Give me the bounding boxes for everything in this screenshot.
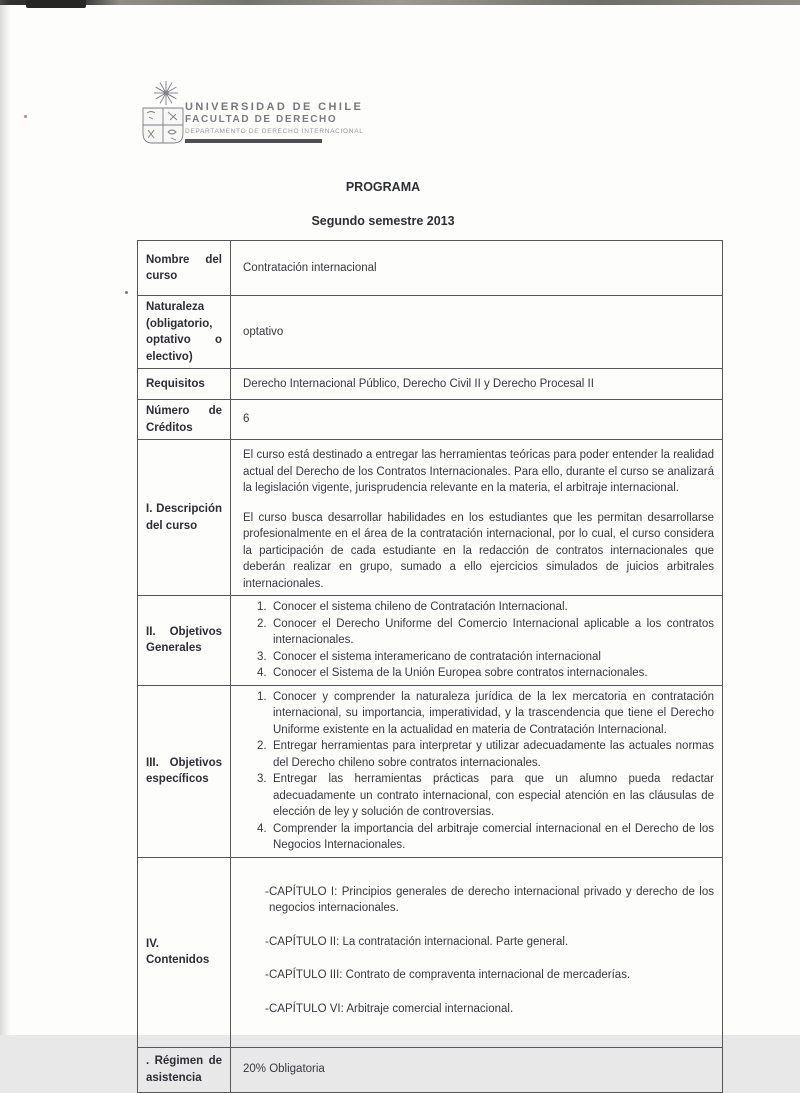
row-label: II. Objetivos Generales	[138, 596, 231, 686]
list-marker: -	[265, 935, 269, 948]
list-item	[239, 884, 714, 917]
row-value: Contratación internacional	[231, 241, 723, 296]
university-name: UNIVERSIDAD DE CHILE	[185, 101, 364, 113]
letterhead-rule	[185, 139, 322, 143]
list-item	[243, 689, 714, 739]
list-marker: 4.	[257, 822, 267, 835]
scan-artifact-top-blotch	[26, 0, 86, 8]
row-value: 6	[231, 400, 723, 440]
list-item-text: CAPÍTULO I: Principios generales de derecho internacional privado y derecho de los negocios internacionales.	[269, 885, 714, 914]
list-item	[239, 934, 714, 951]
list-item	[243, 649, 714, 666]
table-row-nombre-curso	[138, 241, 723, 296]
table-row-contenidos	[138, 857, 723, 1047]
row-value	[231, 596, 723, 686]
table-row-objetivos-especificos	[138, 685, 723, 857]
document-subtitle: Segundo semestre 2013	[311, 214, 455, 228]
row-label: Número de Créditos	[138, 400, 231, 440]
headings	[0, 178, 766, 230]
row-value: 20% Obligatoria	[231, 1047, 723, 1092]
department-name: DEPARTAMENTO DE DERECHO INTERNACIONAL	[185, 128, 364, 135]
row-value	[231, 685, 723, 857]
scan-speck	[125, 291, 128, 294]
list-marker: 3.	[257, 650, 267, 663]
list-marker: 2.	[257, 740, 267, 752]
list-item	[239, 967, 714, 984]
row-value: optativo	[231, 296, 723, 369]
row-label: Naturaleza (obligatorio, optativo o electivo)	[138, 296, 231, 369]
list-item-text: Comprender la importancia del arbitraje comercial internacional en el Derecho de los Negocios Internacionales.	[273, 822, 714, 851]
row-value	[231, 440, 723, 596]
table-row-creditos	[138, 400, 723, 440]
row-label: III. Objetivos específicos	[138, 685, 231, 857]
list-marker: 4.	[257, 667, 267, 679]
letterhead	[185, 100, 364, 143]
row-label: . Régimen de asistencia	[138, 1047, 231, 1092]
scan-artifact-top-edge	[0, 0, 800, 5]
description-paragraph: El curso está destinado a entregar las herramientas teóricas para poder entender la realidad actual del Derecho de los Contratos Internacionales. Para ello, durante el curso se analizará la legislación vigente, jurisprudencia relevante en la materia, el arbitraje internacional.	[243, 449, 714, 494]
list-marker: -	[265, 885, 269, 898]
list-marker: 1.	[257, 601, 267, 613]
list-marker: -	[265, 969, 269, 981]
table-row-requisitos	[138, 369, 723, 400]
scan-speck	[24, 115, 27, 118]
list-item-text: Conocer el sistema interamericano de contratación internacional	[273, 650, 601, 663]
program-table	[137, 240, 723, 1093]
list-item-text: Entregar las herramientas prácticas para que un alumno pueda redactar adecuadamente un contrato internacional, con especial atención en las cláusulas de elección de ley y solución de controversias.	[273, 773, 714, 818]
list-item	[243, 599, 714, 616]
list-item-text: CAPÍTULO VI: Arbitraje comercial internacional.	[269, 1002, 514, 1015]
faculty-name: FACULTAD DE DERECHO	[185, 114, 338, 125]
list-item	[243, 738, 714, 771]
list-marker: -	[265, 1002, 269, 1015]
list-item-text: Conocer el sistema chileno de Contratación Internacional.	[273, 601, 568, 613]
list-item	[243, 821, 714, 854]
scan-artifact-left-edge	[0, 0, 10, 1035]
list-item-text: CAPÍTULO III: Contrato de compraventa internacional de mercaderías.	[269, 969, 631, 981]
list-item-text: CAPÍTULO II: La contratación internacional. Parte general.	[269, 935, 569, 948]
list-marker: 2.	[257, 617, 267, 630]
row-label: Requisitos	[138, 369, 231, 400]
table-row-descripcion	[138, 440, 723, 596]
row-label: I. Descripción del curso	[138, 440, 231, 596]
table-row-naturaleza	[138, 296, 723, 369]
list-item	[243, 771, 714, 821]
list-item-text: Conocer y comprender la naturaleza jurídica de la lex mercatoria en contratación internacional, su importancia, imperatividad, y la trascendencia que tiene el Derecho Uniforme existente en la actualidad en materia de Contratación Internacional.	[273, 690, 714, 736]
row-label: IV. Contenidos	[138, 857, 231, 1047]
list-marker: 1.	[257, 690, 267, 703]
list-item	[239, 1001, 714, 1018]
table-row-regimen-asistencia	[138, 1047, 723, 1092]
list-item	[243, 616, 714, 649]
list-item	[243, 665, 714, 682]
document-title: PROGRAMA	[345, 180, 421, 194]
list-marker: 3.	[257, 773, 267, 785]
list-item-text: Conocer el Sistema de la Unión Europea sobre contratos internacionales.	[273, 667, 648, 679]
list-item-text: Conocer el Derecho Uniforme del Comercio Internacional aplicable a los contratos internacionales.	[273, 617, 714, 646]
list-item-text: Entregar herramientas para interpretar y utilizar adecuadamente las actuales normas del Derecho chileno sobre contratos internacionales.	[273, 740, 714, 769]
row-value: Derecho Internacional Público, Derecho Civil II y Derecho Procesal II	[231, 369, 723, 400]
row-value	[231, 857, 723, 1047]
description-paragraph: El curso busca desarrollar habilidades en los estudiantes que les permitan desarrollarse profesionalmente en el área de la contratación internacional, por lo cual, el curso considera la participación de cada estudiante en la redacción de contratos internacionales que deberán realizar en grupo, sumado a ello ejercicios simulados de juicios arbitrales internacionales.	[243, 511, 714, 590]
row-label: Nombre del curso	[138, 241, 231, 296]
table-row-objetivos-generales	[138, 596, 723, 686]
